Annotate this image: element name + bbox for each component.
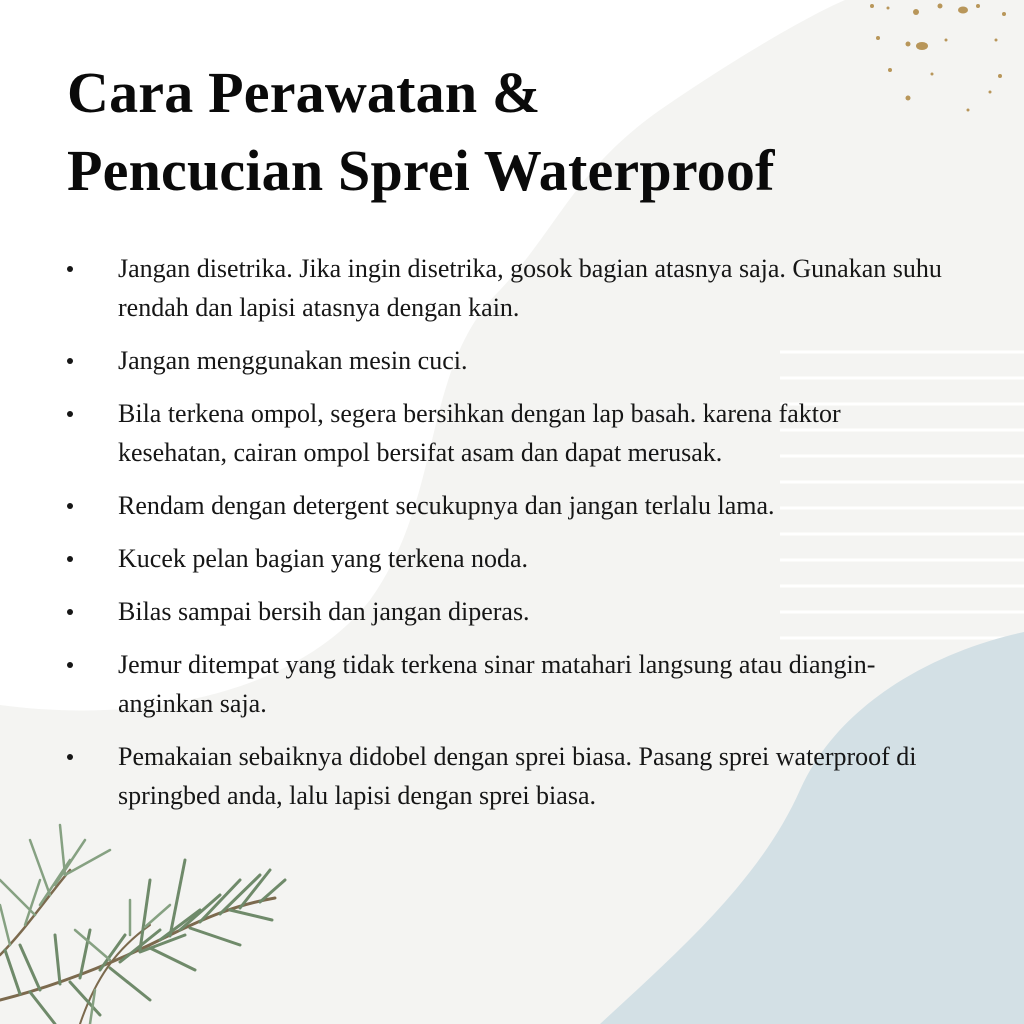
list-item-text: Bila terkena ompol, segera bersihkan dengan lap basah. karena faktor kesehatan, cairan ompol bersifat asam dan dapat merusak.: [118, 399, 841, 467]
list-item-text: Rendam dengan detergent secukupnya dan jangan terlalu lama.: [118, 491, 775, 520]
bullet-icon: [67, 754, 73, 760]
list-item-text: Jangan disetrika. Jika ingin disetrika, gosok bagian atasnya saja. Gunakan suhu rendah dan lapisi atasnya dengan kain.: [118, 254, 942, 322]
bullet-icon: [67, 662, 73, 668]
list-item: [62, 341, 942, 380]
list-item: [62, 737, 942, 815]
care-instructions-list: [62, 249, 942, 829]
bullet-icon: [67, 411, 73, 417]
list-item-text: Kucek pelan bagian yang terkena noda.: [118, 544, 529, 573]
list-item-text: Jangan menggunakan mesin cuci.: [118, 346, 468, 375]
list-item: [62, 592, 942, 631]
list-item: [62, 249, 942, 327]
title-line-2: Pencucian Sprei Waterproof: [67, 138, 775, 203]
bullet-icon: [67, 556, 73, 562]
list-item: [62, 539, 942, 578]
list-item-text: Bilas sampai bersih dan jangan diperas.: [118, 597, 530, 626]
list-item: [62, 394, 942, 472]
list-item: [62, 486, 942, 525]
page-title: [67, 54, 775, 210]
title-line-1: Cara Perawatan &: [67, 60, 541, 125]
list-item: [62, 645, 942, 723]
list-item-text: Pemakaian sebaiknya didobel dengan sprei biasa. Pasang sprei waterproof di springbed anda, lalu lapisi dengan sprei biasa.: [118, 742, 917, 810]
bullet-icon: [67, 609, 73, 615]
bullet-icon: [67, 503, 73, 509]
bullet-icon: [67, 266, 73, 272]
list-item-text: Jemur ditempat yang tidak terkena sinar matahari langsung atau diangin-anginkan saja.: [118, 650, 876, 718]
bullet-icon: [67, 358, 73, 364]
